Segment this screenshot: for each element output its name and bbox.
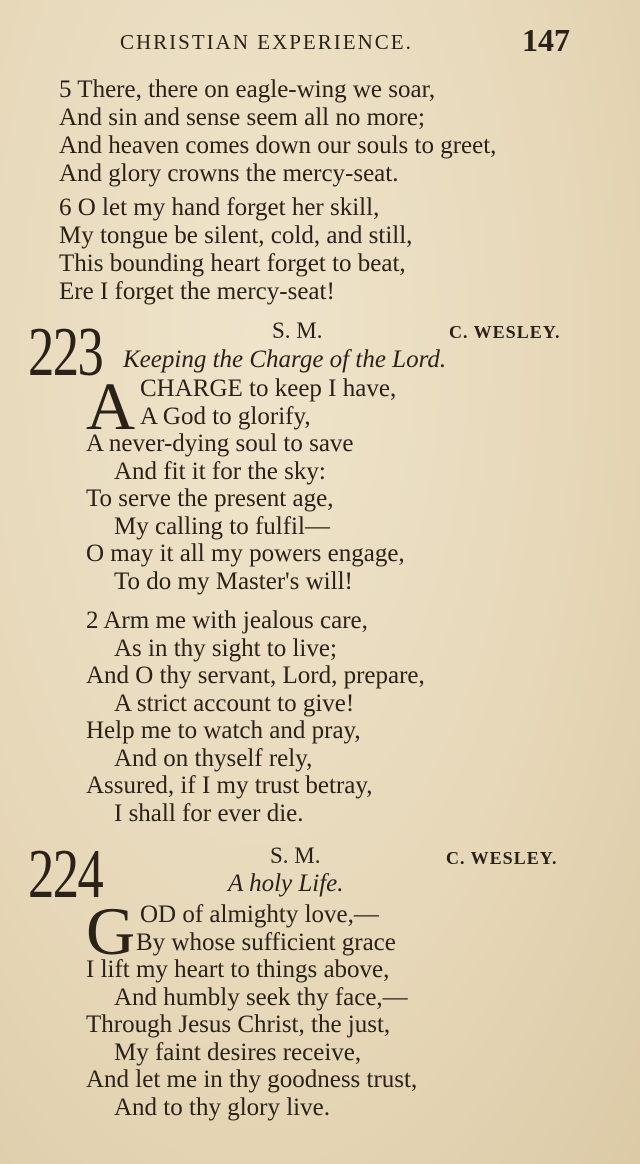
verse-line: Help me to watch and pray, — [86, 717, 361, 744]
hymn-meter: S. M. — [272, 318, 323, 343]
verse-line: Assured, if I my trust betray, — [86, 772, 373, 799]
hymn-author: C. WESLEY. — [449, 322, 561, 342]
verse-line: This bounding heart forget to beat, — [59, 250, 406, 277]
verse-line: O may it all my powers engage, — [86, 540, 405, 567]
verse-line: And let me in thy goodness trust, — [86, 1066, 418, 1093]
verse-line: Through Jesus Christ, the just, — [86, 1011, 391, 1038]
verse-line: I lift my heart to things above, — [86, 956, 390, 983]
verse-line: And sin and sense seem all no more; — [59, 104, 425, 131]
drop-cap: A — [86, 368, 136, 444]
verse-line: A never-dying soul to save — [86, 430, 354, 457]
verse-line: My calling to fulfil— — [114, 513, 330, 540]
verse-line: A God to glorify, — [140, 403, 311, 430]
verse-line: And to thy glory live. — [114, 1094, 330, 1121]
verse-line: My faint desires receive, — [114, 1039, 362, 1066]
running-head: CHRISTIAN EXPERIENCE. — [120, 30, 413, 54]
verse-line: Ere I forget the mercy-seat! — [59, 278, 335, 305]
verse-line: I shall for ever die. — [114, 800, 304, 827]
verse-line: OD of almighty love,— — [140, 901, 379, 928]
verse-line: And O thy servant, Lord, prepare, — [86, 662, 425, 689]
verse-line: To do my Master's will! — [114, 568, 353, 595]
drop-cap: G — [86, 893, 136, 969]
verse-line: And fit it for the sky: — [114, 458, 326, 485]
hymn-title: Keeping the Charge of the Lord. — [123, 346, 447, 373]
verse-line: 6 O let my hand forget her skill, — [59, 194, 380, 221]
verse-line: By whose sufficient grace — [136, 929, 396, 956]
hymn-meter: S. M. — [270, 843, 321, 868]
verse-line: And heaven comes down our souls to greet, — [59, 132, 497, 159]
page-number: 147 — [522, 22, 570, 58]
verse-line: 5 There, there on eagle-wing we soar, — [59, 76, 436, 103]
verse-line: And on thyself rely, — [114, 745, 313, 772]
verse-line: A strict account to give! — [114, 690, 355, 717]
verse-line: To serve the present age, — [86, 485, 334, 512]
hymn-number: 223 — [28, 314, 103, 391]
hymn-author: C. WESLEY. — [446, 848, 558, 868]
verse-line: And glory crowns the mercy-seat. — [59, 160, 399, 187]
hymn-number: 224 — [28, 836, 103, 913]
verse-line: 2 Arm me with jealous care, — [86, 607, 368, 634]
verse-line: As in thy sight to live; — [114, 635, 337, 662]
hymn-title: A holy Life. — [228, 870, 344, 897]
verse-line: And humbly seek thy face,— — [114, 984, 408, 1011]
verse-line: CHARGE to keep I have, — [140, 375, 397, 402]
verse-line: My tongue be silent, cold, and still, — [59, 222, 413, 249]
